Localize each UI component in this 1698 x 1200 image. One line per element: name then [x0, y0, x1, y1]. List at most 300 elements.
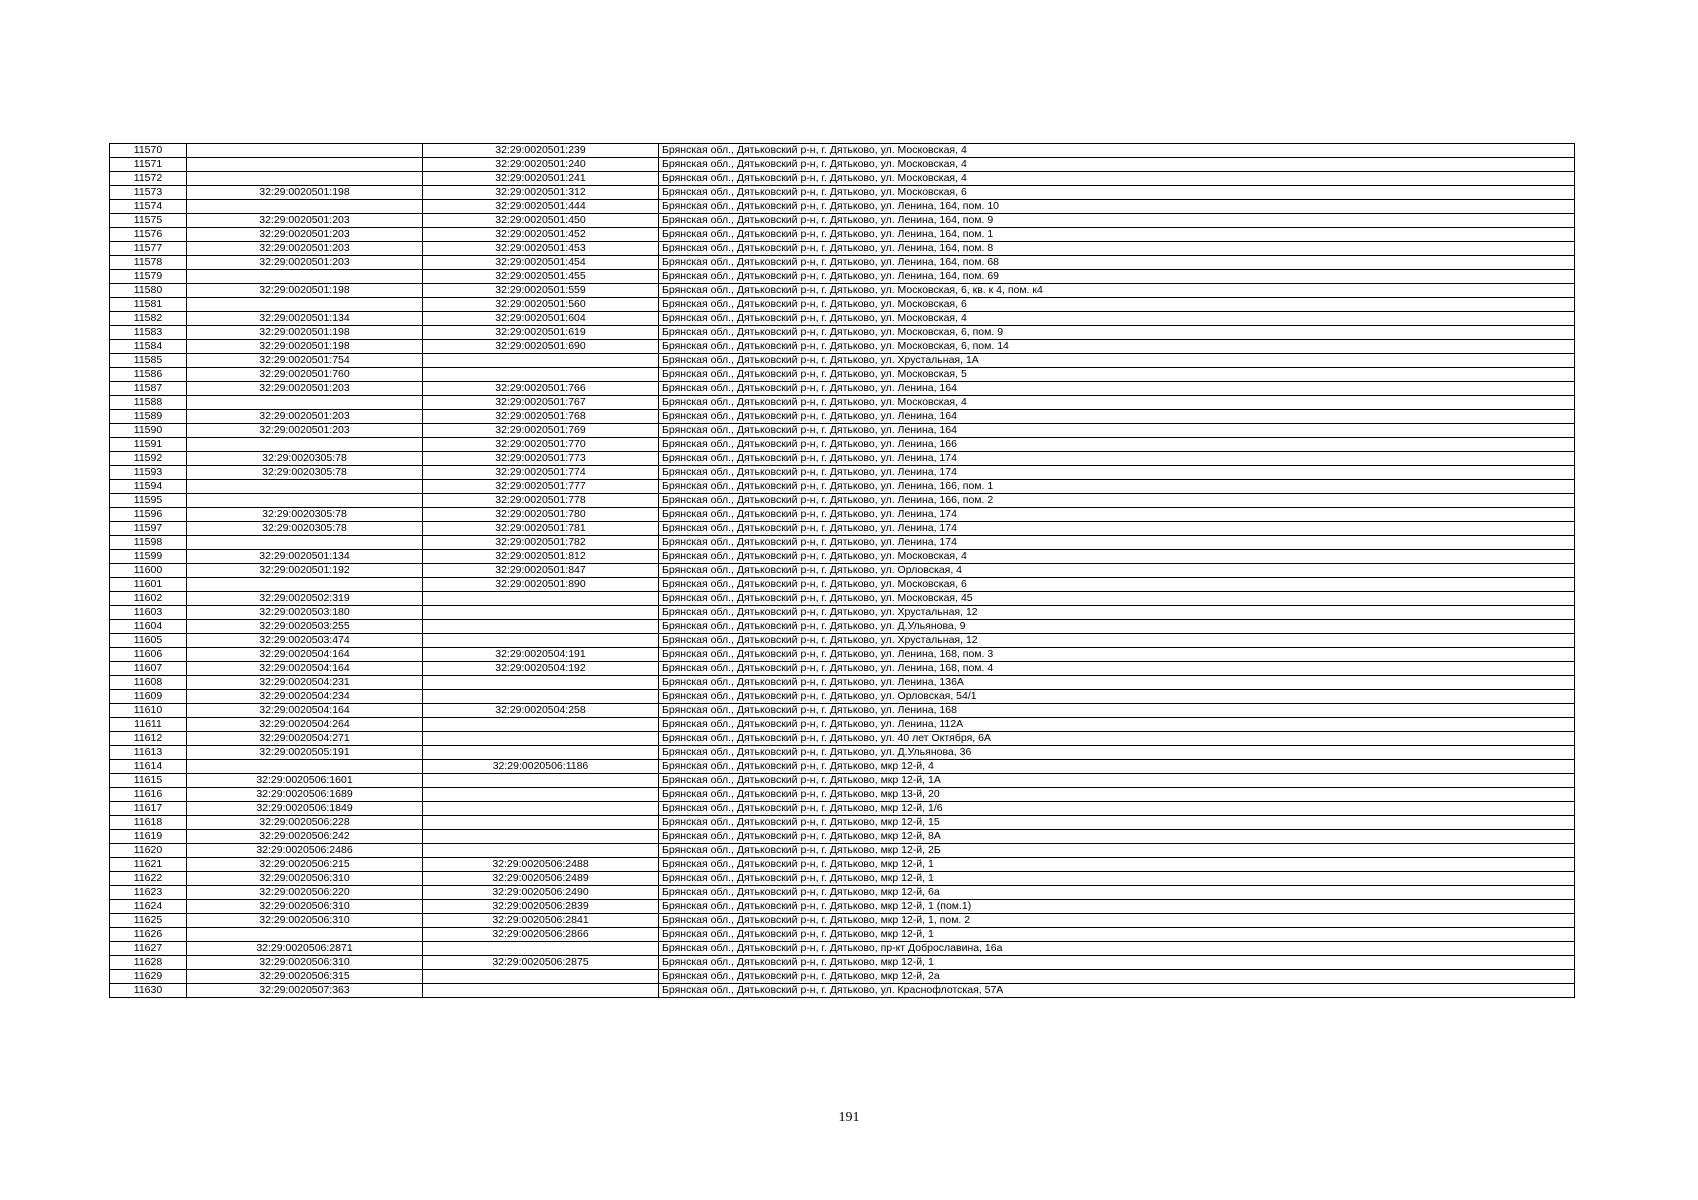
- row-number-cell: 11601: [110, 578, 187, 592]
- cadastral-number-cell: 32:29:0020501:690: [423, 340, 659, 354]
- cadastral-number-cell: 32:29:0020501:812: [423, 550, 659, 564]
- row-number-cell: 11583: [110, 326, 187, 340]
- row-number-cell: 11626: [110, 928, 187, 942]
- row-number-cell: 11589: [110, 410, 187, 424]
- address-cell: Брянская обл., Дятьковский р-н, г. Дятьково, мкр 12-й, 1: [659, 858, 1575, 872]
- address-cell: Брянская обл., Дятьковский р-н, г. Дятьково, ул. 40 лет Октября, 6А: [659, 732, 1575, 746]
- address-cell: Брянская обл., Дятьковский р-н, г. Дятьково, ул. Ленина, 164, пом. 10: [659, 200, 1575, 214]
- table-row: [110, 858, 1575, 872]
- row-number-cell: 11629: [110, 970, 187, 984]
- row-number-cell: 11598: [110, 536, 187, 550]
- parent-cadastral-number-cell: [187, 270, 423, 284]
- address-cell: Брянская обл., Дятьковский р-н, г. Дятьково, мкр 12-й, 8А: [659, 830, 1575, 844]
- address-cell: Брянская обл., Дятьковский р-н, г. Дятьково, ул. Московская, 6, кв. к 4, пом. к4: [659, 284, 1575, 298]
- address-cell: Брянская обл., Дятьковский р-н, г. Дятьково, ул. Московская, 6: [659, 186, 1575, 200]
- parent-cadastral-number-cell: 32:29:0020501:203: [187, 242, 423, 256]
- table-row: [110, 760, 1575, 774]
- table-row: [110, 284, 1575, 298]
- parent-cadastral-number-cell: 32:29:0020505:191: [187, 746, 423, 760]
- table-row: [110, 326, 1575, 340]
- parent-cadastral-number-cell: 32:29:0020506:1849: [187, 802, 423, 816]
- row-number-cell: 11579: [110, 270, 187, 284]
- cadastral-number-cell: 32:29:0020501:619: [423, 326, 659, 340]
- address-cell: Брянская обл., Дятьковский р-н, г. Дятьково, ул. Московская, 4: [659, 312, 1575, 326]
- parent-cadastral-number-cell: [187, 396, 423, 410]
- row-number-cell: 11572: [110, 172, 187, 186]
- parent-cadastral-number-cell: 32:29:0020503:255: [187, 620, 423, 634]
- row-number-cell: 11587: [110, 382, 187, 396]
- address-cell: Брянская обл., Дятьковский р-н, г. Дятьково, ул. Ленина, 168, пом. 3: [659, 648, 1575, 662]
- table-row: [110, 788, 1575, 802]
- parent-cadastral-number-cell: 32:29:0020501:198: [187, 186, 423, 200]
- cadastral-number-cell: 32:29:0020501:773: [423, 452, 659, 466]
- row-number-cell: 11603: [110, 606, 187, 620]
- table-row: [110, 242, 1575, 256]
- row-number-cell: 11607: [110, 662, 187, 676]
- row-number-cell: 11584: [110, 340, 187, 354]
- address-cell: Брянская обл., Дятьковский р-н, г. Дятьково, пр-кт Доброславина, 16а: [659, 942, 1575, 956]
- table-row: [110, 956, 1575, 970]
- table-row: [110, 970, 1575, 984]
- address-cell: Брянская обл., Дятьковский р-н, г. Дятьково, ул. Ленина, 174: [659, 522, 1575, 536]
- parent-cadastral-number-cell: 32:29:0020501:198: [187, 284, 423, 298]
- row-number-cell: 11570: [110, 144, 187, 158]
- cadastral-number-cell: [423, 732, 659, 746]
- cadastral-number-cell: 32:29:0020501:604: [423, 312, 659, 326]
- cadastral-number-cell: 32:29:0020506:2866: [423, 928, 659, 942]
- table-row: [110, 746, 1575, 760]
- address-cell: Брянская обл., Дятьковский р-н, г. Дятьково, мкр 13-й, 20: [659, 788, 1575, 802]
- address-cell: Брянская обл., Дятьковский р-н, г. Дятьково, мкр 12-й, 1: [659, 872, 1575, 886]
- table-row: [110, 438, 1575, 452]
- row-number-cell: 11622: [110, 872, 187, 886]
- row-number-cell: 11591: [110, 438, 187, 452]
- table-row: [110, 508, 1575, 522]
- row-number-cell: 11585: [110, 354, 187, 368]
- parent-cadastral-number-cell: 32:29:0020501:203: [187, 410, 423, 424]
- address-cell: Брянская обл., Дятьковский р-н, г. Дятьково, ул. Ленина, 166, пом. 2: [659, 494, 1575, 508]
- table-row: [110, 564, 1575, 578]
- address-cell: Брянская обл., Дятьковский р-н, г. Дятьково, ул. Московская, 6, пом. 14: [659, 340, 1575, 354]
- cadastral-number-cell: [423, 620, 659, 634]
- row-number-cell: 11623: [110, 886, 187, 900]
- cadastral-number-cell: 32:29:0020506:2489: [423, 872, 659, 886]
- table-row: [110, 578, 1575, 592]
- row-number-cell: 11620: [110, 844, 187, 858]
- table-row: [110, 844, 1575, 858]
- cadastral-number-cell: 32:29:0020506:2490: [423, 886, 659, 900]
- cadastral-number-cell: 32:29:0020501:455: [423, 270, 659, 284]
- cadastral-number-cell: [423, 690, 659, 704]
- table-row: [110, 424, 1575, 438]
- parent-cadastral-number-cell: 32:29:0020501:203: [187, 256, 423, 270]
- parent-cadastral-number-cell: [187, 760, 423, 774]
- cadastral-number-cell: 32:29:0020506:2841: [423, 914, 659, 928]
- row-number-cell: 11618: [110, 816, 187, 830]
- cadastral-number-cell: 32:29:0020501:781: [423, 522, 659, 536]
- cadastral-number-cell: 32:29:0020504:192: [423, 662, 659, 676]
- parent-cadastral-number-cell: 32:29:0020504:164: [187, 648, 423, 662]
- row-number-cell: 11608: [110, 676, 187, 690]
- parent-cadastral-number-cell: 32:29:0020504:164: [187, 704, 423, 718]
- cadastral-number-cell: 32:29:0020501:444: [423, 200, 659, 214]
- table-row: [110, 270, 1575, 284]
- table-row: [110, 536, 1575, 550]
- address-cell: Брянская обл., Дятьковский р-н, г. Дятьково, ул. Ленина, 168: [659, 704, 1575, 718]
- parent-cadastral-number-cell: 32:29:0020501:192: [187, 564, 423, 578]
- parent-cadastral-number-cell: 32:29:0020506:2871: [187, 942, 423, 956]
- parent-cadastral-number-cell: [187, 298, 423, 312]
- parent-cadastral-number-cell: 32:29:0020501:134: [187, 312, 423, 326]
- row-number-cell: 11615: [110, 774, 187, 788]
- table-row: [110, 634, 1575, 648]
- cadastral-number-cell: 32:29:0020501:770: [423, 438, 659, 452]
- parent-cadastral-number-cell: 32:29:0020504:231: [187, 676, 423, 690]
- address-cell: Брянская обл., Дятьковский р-н, г. Дятьково, ул. Ленина, 164, пом. 68: [659, 256, 1575, 270]
- table-row: [110, 522, 1575, 536]
- address-cell: Брянская обл., Дятьковский р-н, г. Дятьково, ул. Московская, 6, пом. 9: [659, 326, 1575, 340]
- cadastral-table: [109, 143, 1575, 998]
- parent-cadastral-number-cell: 32:29:0020305:78: [187, 466, 423, 480]
- cadastral-number-cell: [423, 844, 659, 858]
- table-row: [110, 480, 1575, 494]
- row-number-cell: 11604: [110, 620, 187, 634]
- parent-cadastral-number-cell: 32:29:0020506:2486: [187, 844, 423, 858]
- row-number-cell: 11605: [110, 634, 187, 648]
- cadastral-number-cell: 32:29:0020506:1186: [423, 760, 659, 774]
- address-cell: Брянская обл., Дятьковский р-н, г. Дятьково, ул. Ленина, 166, пом. 1: [659, 480, 1575, 494]
- table-row: [110, 228, 1575, 242]
- table-row: [110, 354, 1575, 368]
- parent-cadastral-number-cell: 32:29:0020501:203: [187, 228, 423, 242]
- cadastral-number-cell: [423, 718, 659, 732]
- row-number-cell: 11580: [110, 284, 187, 298]
- cadastral-number-cell: 32:29:0020501:767: [423, 396, 659, 410]
- row-number-cell: 11593: [110, 466, 187, 480]
- row-number-cell: 11582: [110, 312, 187, 326]
- parent-cadastral-number-cell: 32:29:0020506:310: [187, 900, 423, 914]
- row-number-cell: 11575: [110, 214, 187, 228]
- table-body: [110, 144, 1575, 998]
- cadastral-number-cell: [423, 368, 659, 382]
- address-cell: Брянская обл., Дятьковский р-н, г. Дятьково, ул. Ленина, 164: [659, 410, 1575, 424]
- table-row: [110, 830, 1575, 844]
- address-cell: Брянская обл., Дятьковский р-н, г. Дятьково, ул. Московская, 6: [659, 298, 1575, 312]
- address-cell: Брянская обл., Дятьковский р-н, г. Дятьково, ул. Ленина, 164, пом. 1: [659, 228, 1575, 242]
- cadastral-number-cell: 32:29:0020501:239: [423, 144, 659, 158]
- cadastral-number-cell: 32:29:0020501:766: [423, 382, 659, 396]
- row-number-cell: 11612: [110, 732, 187, 746]
- parent-cadastral-number-cell: 32:29:0020506:315: [187, 970, 423, 984]
- row-number-cell: 11576: [110, 228, 187, 242]
- table-row: [110, 886, 1575, 900]
- address-cell: Брянская обл., Дятьковский р-н, г. Дятьково, ул. Ленина, 112А: [659, 718, 1575, 732]
- address-cell: Брянская обл., Дятьковский р-н, г. Дятьково, мкр 12-й, 6а: [659, 886, 1575, 900]
- parent-cadastral-number-cell: 32:29:0020305:78: [187, 508, 423, 522]
- cadastral-number-cell: 32:29:0020501:769: [423, 424, 659, 438]
- page-number: 191: [838, 1110, 860, 1125]
- table-row: [110, 452, 1575, 466]
- parent-cadastral-number-cell: [187, 200, 423, 214]
- parent-cadastral-number-cell: 32:29:0020502:319: [187, 592, 423, 606]
- row-number-cell: 11571: [110, 158, 187, 172]
- cadastral-number-cell: [423, 984, 659, 998]
- row-number-cell: 11577: [110, 242, 187, 256]
- row-number-cell: 11586: [110, 368, 187, 382]
- parent-cadastral-number-cell: 32:29:0020506:310: [187, 914, 423, 928]
- table-row: [110, 620, 1575, 634]
- row-number-cell: 11573: [110, 186, 187, 200]
- row-number-cell: 11592: [110, 452, 187, 466]
- cadastral-number-cell: [423, 788, 659, 802]
- cadastral-number-cell: 32:29:0020501:890: [423, 578, 659, 592]
- address-cell: Брянская обл., Дятьковский р-н, г. Дятьково, мкр 12-й, 1, пом. 2: [659, 914, 1575, 928]
- row-number-cell: 11588: [110, 396, 187, 410]
- parent-cadastral-number-cell: 32:29:0020503:474: [187, 634, 423, 648]
- address-cell: Брянская обл., Дятьковский р-н, г. Дятьково, ул. Ленина, 164, пом. 69: [659, 270, 1575, 284]
- parent-cadastral-number-cell: 32:29:0020501:198: [187, 326, 423, 340]
- table-row: [110, 158, 1575, 172]
- address-cell: Брянская обл., Дятьковский р-н, г. Дятьково, мкр 12-й, 1: [659, 956, 1575, 970]
- table-row: [110, 396, 1575, 410]
- cadastral-number-cell: [423, 802, 659, 816]
- address-cell: Брянская обл., Дятьковский р-н, г. Дятьково, ул. Д.Ульянова, 9: [659, 620, 1575, 634]
- row-number-cell: 11617: [110, 802, 187, 816]
- parent-cadastral-number-cell: 32:29:0020504:164: [187, 662, 423, 676]
- address-cell: Брянская обл., Дятьковский р-н, г. Дятьково, ул. Ленина, 166: [659, 438, 1575, 452]
- address-cell: Брянская обл., Дятьковский р-н, г. Дятьково, ул. Московская, 4: [659, 172, 1575, 186]
- address-cell: Брянская обл., Дятьковский р-н, г. Дятьково, ул. Московская, 45: [659, 592, 1575, 606]
- table-row: [110, 606, 1575, 620]
- cadastral-number-cell: 32:29:0020501:312: [423, 186, 659, 200]
- table-row: [110, 144, 1575, 158]
- row-number-cell: 11613: [110, 746, 187, 760]
- row-number-cell: 11581: [110, 298, 187, 312]
- cadastral-number-cell: 32:29:0020504:191: [423, 648, 659, 662]
- table-row: [110, 466, 1575, 480]
- cadastral-number-cell: [423, 816, 659, 830]
- address-cell: Брянская обл., Дятьковский р-н, г. Дятьково, ул. Московская, 4: [659, 144, 1575, 158]
- address-cell: Брянская обл., Дятьковский р-н, г. Дятьково, мкр 12-й, 1/6: [659, 802, 1575, 816]
- parent-cadastral-number-cell: 32:29:0020501:198: [187, 340, 423, 354]
- address-cell: Брянская обл., Дятьковский р-н, г. Дятьково, ул. Ленина, 164, пом. 8: [659, 242, 1575, 256]
- row-number-cell: 11630: [110, 984, 187, 998]
- table-row: [110, 942, 1575, 956]
- address-cell: Брянская обл., Дятьковский р-н, г. Дятьково, ул. Д.Ульянова, 36: [659, 746, 1575, 760]
- address-cell: Брянская обл., Дятьковский р-н, г. Дятьково, ул. Краснофлотская, 57А: [659, 984, 1575, 998]
- address-cell: Брянская обл., Дятьковский р-н, г. Дятьково, ул. Хрустальная, 12: [659, 606, 1575, 620]
- address-cell: Брянская обл., Дятьковский р-н, г. Дятьково, мкр 12-й, 2а: [659, 970, 1575, 984]
- cadastral-number-cell: [423, 592, 659, 606]
- cadastral-number-cell: [423, 830, 659, 844]
- parent-cadastral-number-cell: 32:29:0020305:78: [187, 452, 423, 466]
- table-row: [110, 914, 1575, 928]
- table-row: [110, 732, 1575, 746]
- row-number-cell: 11578: [110, 256, 187, 270]
- table-row: [110, 718, 1575, 732]
- table-row: [110, 312, 1575, 326]
- parent-cadastral-number-cell: 32:29:0020504:234: [187, 690, 423, 704]
- parent-cadastral-number-cell: 32:29:0020501:203: [187, 424, 423, 438]
- parent-cadastral-number-cell: 32:29:0020506:215: [187, 858, 423, 872]
- address-cell: Брянская обл., Дятьковский р-н, г. Дятьково, ул. Ленина, 168, пом. 4: [659, 662, 1575, 676]
- table-row: [110, 382, 1575, 396]
- row-number-cell: 11594: [110, 480, 187, 494]
- address-cell: Брянская обл., Дятьковский р-н, г. Дятьково, ул. Московская, 4: [659, 396, 1575, 410]
- table-row: [110, 928, 1575, 942]
- cadastral-number-cell: 32:29:0020501:777: [423, 480, 659, 494]
- cadastral-number-cell: [423, 634, 659, 648]
- address-cell: Брянская обл., Дятьковский р-н, г. Дятьково, ул. Ленина, 136А: [659, 676, 1575, 690]
- address-cell: Брянская обл., Дятьковский р-н, г. Дятьково, мкр 12-й, 4: [659, 760, 1575, 774]
- row-number-cell: 11616: [110, 788, 187, 802]
- table-row: [110, 872, 1575, 886]
- row-number-cell: 11574: [110, 200, 187, 214]
- parent-cadastral-number-cell: 32:29:0020506:242: [187, 830, 423, 844]
- table-row: [110, 816, 1575, 830]
- address-cell: Брянская обл., Дятьковский р-н, г. Дятьково, ул. Орловская, 54/1: [659, 690, 1575, 704]
- row-number-cell: 11619: [110, 830, 187, 844]
- address-cell: Брянская обл., Дятьковский р-н, г. Дятьково, ул. Московская, 4: [659, 550, 1575, 564]
- table-row: [110, 298, 1575, 312]
- cadastral-number-cell: 32:29:0020501:768: [423, 410, 659, 424]
- table-row: [110, 186, 1575, 200]
- cadastral-number-cell: 32:29:0020506:2839: [423, 900, 659, 914]
- address-cell: Брянская обл., Дятьковский р-н, г. Дятьково, мкр 12-й, 15: [659, 816, 1575, 830]
- table-row: [110, 704, 1575, 718]
- cadastral-number-cell: [423, 774, 659, 788]
- table-row: [110, 802, 1575, 816]
- cadastral-number-cell: [423, 746, 659, 760]
- parent-cadastral-number-cell: 32:29:0020501:134: [187, 550, 423, 564]
- cadastral-number-cell: 32:29:0020501:847: [423, 564, 659, 578]
- table-row: [110, 662, 1575, 676]
- cadastral-number-cell: 32:29:0020501:782: [423, 536, 659, 550]
- parent-cadastral-number-cell: [187, 578, 423, 592]
- row-number-cell: 11609: [110, 690, 187, 704]
- cadastral-number-cell: 32:29:0020501:454: [423, 256, 659, 270]
- cadastral-number-cell: 32:29:0020501:452: [423, 228, 659, 242]
- parent-cadastral-number-cell: [187, 172, 423, 186]
- cadastral-number-cell: [423, 354, 659, 368]
- parent-cadastral-number-cell: 32:29:0020305:78: [187, 522, 423, 536]
- table-row: [110, 172, 1575, 186]
- parent-cadastral-number-cell: 32:29:0020506:1601: [187, 774, 423, 788]
- cadastral-number-cell: 32:29:0020506:2488: [423, 858, 659, 872]
- row-number-cell: 11596: [110, 508, 187, 522]
- table-row: [110, 410, 1575, 424]
- address-cell: Брянская обл., Дятьковский р-н, г. Дятьково, ул. Ленина, 174: [659, 508, 1575, 522]
- address-cell: Брянская обл., Дятьковский р-н, г. Дятьково, ул. Ленина, 164: [659, 424, 1575, 438]
- address-cell: Брянская обл., Дятьковский р-н, г. Дятьково, ул. Ленина, 174: [659, 536, 1575, 550]
- row-number-cell: 11595: [110, 494, 187, 508]
- table-row: [110, 984, 1575, 998]
- address-cell: Брянская обл., Дятьковский р-н, г. Дятьково, ул. Хрустальная, 1А: [659, 354, 1575, 368]
- row-number-cell: 11597: [110, 522, 187, 536]
- cadastral-number-cell: 32:29:0020501:241: [423, 172, 659, 186]
- row-number-cell: 11625: [110, 914, 187, 928]
- row-number-cell: 11600: [110, 564, 187, 578]
- row-number-cell: 11628: [110, 956, 187, 970]
- table-row: [110, 494, 1575, 508]
- table-row: [110, 256, 1575, 270]
- address-cell: Брянская обл., Дятьковский р-н, г. Дятьково, ул. Ленина, 164, пом. 9: [659, 214, 1575, 228]
- address-cell: Брянская обл., Дятьковский р-н, г. Дятьково, мкр 12-й, 1 (пом.1): [659, 900, 1575, 914]
- parent-cadastral-number-cell: [187, 438, 423, 452]
- cadastral-number-cell: [423, 970, 659, 984]
- address-cell: Брянская обл., Дятьковский р-н, г. Дятьково, мкр 12-й, 1: [659, 928, 1575, 942]
- address-cell: Брянская обл., Дятьковский р-н, г. Дятьково, ул. Московская, 4: [659, 158, 1575, 172]
- row-number-cell: 11621: [110, 858, 187, 872]
- parent-cadastral-number-cell: 32:29:0020504:271: [187, 732, 423, 746]
- row-number-cell: 11611: [110, 718, 187, 732]
- address-cell: Брянская обл., Дятьковский р-н, г. Дятьково, мкр 12-й, 2Б: [659, 844, 1575, 858]
- parent-cadastral-number-cell: [187, 536, 423, 550]
- table-row: [110, 340, 1575, 354]
- cadastral-number-cell: [423, 676, 659, 690]
- table-row: [110, 648, 1575, 662]
- address-cell: Брянская обл., Дятьковский р-н, г. Дятьково, ул. Ленина, 174: [659, 466, 1575, 480]
- cadastral-number-cell: 32:29:0020501:559: [423, 284, 659, 298]
- cadastral-number-cell: 32:29:0020504:258: [423, 704, 659, 718]
- row-number-cell: 11590: [110, 424, 187, 438]
- parent-cadastral-number-cell: 32:29:0020501:754: [187, 354, 423, 368]
- parent-cadastral-number-cell: 32:29:0020501:203: [187, 214, 423, 228]
- row-number-cell: 11602: [110, 592, 187, 606]
- parent-cadastral-number-cell: [187, 494, 423, 508]
- address-cell: Брянская обл., Дятьковский р-н, г. Дятьково, ул. Ленина, 164: [659, 382, 1575, 396]
- address-cell: Брянская обл., Дятьковский р-н, г. Дятьково, ул. Орловская, 4: [659, 564, 1575, 578]
- parent-cadastral-number-cell: 32:29:0020501:203: [187, 382, 423, 396]
- parent-cadastral-number-cell: 32:29:0020506:220: [187, 886, 423, 900]
- table-row: [110, 592, 1575, 606]
- parent-cadastral-number-cell: 32:29:0020506:228: [187, 816, 423, 830]
- address-cell: Брянская обл., Дятьковский р-н, г. Дятьково, мкр 12-й, 1А: [659, 774, 1575, 788]
- table-row: [110, 900, 1575, 914]
- parent-cadastral-number-cell: [187, 928, 423, 942]
- cadastral-number-cell: [423, 606, 659, 620]
- cadastral-number-cell: 32:29:0020501:778: [423, 494, 659, 508]
- parent-cadastral-number-cell: 32:29:0020507:363: [187, 984, 423, 998]
- parent-cadastral-number-cell: 32:29:0020506:310: [187, 872, 423, 886]
- parent-cadastral-number-cell: 32:29:0020504:264: [187, 718, 423, 732]
- parent-cadastral-number-cell: [187, 158, 423, 172]
- table-row: [110, 214, 1575, 228]
- cadastral-number-cell: [423, 942, 659, 956]
- cadastral-number-cell: 32:29:0020501:780: [423, 508, 659, 522]
- table-row: [110, 676, 1575, 690]
- row-number-cell: 11614: [110, 760, 187, 774]
- parent-cadastral-number-cell: 32:29:0020503:180: [187, 606, 423, 620]
- cadastral-number-cell: 32:29:0020501:774: [423, 466, 659, 480]
- cadastral-number-cell: 32:29:0020501:450: [423, 214, 659, 228]
- table-row: [110, 200, 1575, 214]
- cadastral-number-cell: 32:29:0020501:453: [423, 242, 659, 256]
- address-cell: Брянская обл., Дятьковский р-н, г. Дятьково, ул. Хрустальная, 12: [659, 634, 1575, 648]
- table-row: [110, 550, 1575, 564]
- parent-cadastral-number-cell: [187, 480, 423, 494]
- row-number-cell: 11624: [110, 900, 187, 914]
- table-row: [110, 690, 1575, 704]
- parent-cadastral-number-cell: 32:29:0020506:1689: [187, 788, 423, 802]
- row-number-cell: 11606: [110, 648, 187, 662]
- address-cell: Брянская обл., Дятьковский р-н, г. Дятьково, ул. Ленина, 174: [659, 452, 1575, 466]
- row-number-cell: 11599: [110, 550, 187, 564]
- cadastral-number-cell: 32:29:0020506:2875: [423, 956, 659, 970]
- row-number-cell: 11610: [110, 704, 187, 718]
- parent-cadastral-number-cell: [187, 144, 423, 158]
- parent-cadastral-number-cell: 32:29:0020506:310: [187, 956, 423, 970]
